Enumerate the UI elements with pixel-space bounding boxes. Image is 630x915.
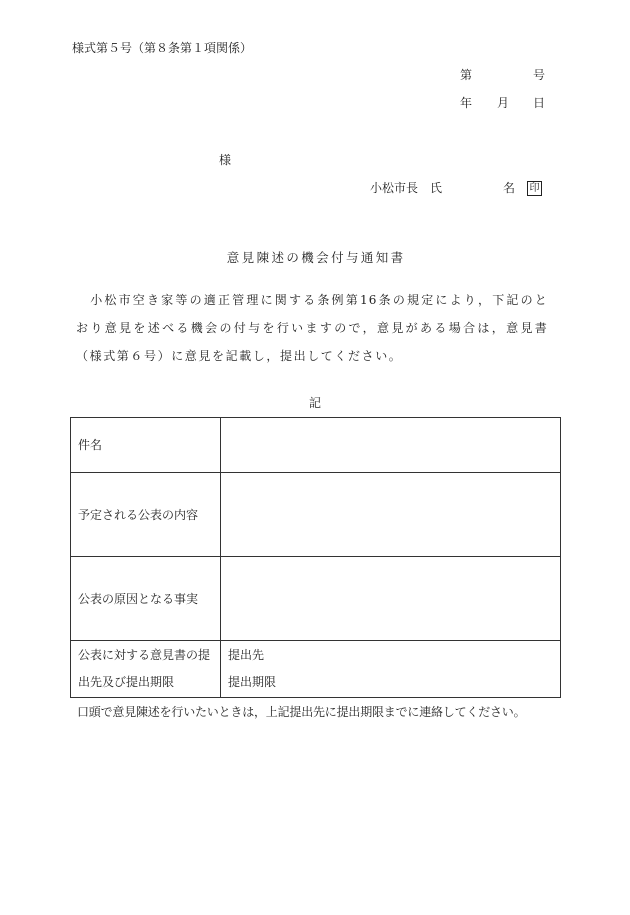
date-month: 月 bbox=[497, 96, 510, 110]
body-line-3: （様式第６号）に意見を記載し，提出してください。 bbox=[76, 349, 403, 363]
document-number-prefix: 第 bbox=[460, 68, 473, 82]
row-value-planned-content bbox=[221, 473, 561, 557]
row-label-submission-line-2: 出先及び提出期限 bbox=[78, 675, 175, 689]
table-row bbox=[71, 418, 561, 473]
detail-table bbox=[70, 417, 561, 698]
row-value-submission bbox=[221, 641, 561, 698]
date-year: 年 bbox=[460, 96, 473, 110]
submission-deadline-label: 提出期限 bbox=[228, 675, 277, 689]
row-label-subject: 件名 bbox=[71, 418, 221, 473]
row-label-facts: 公表の原因となる事実 bbox=[71, 557, 221, 641]
ki-heading: 記 bbox=[308, 396, 321, 410]
seal-mark: 印 bbox=[527, 181, 542, 196]
form-number: 様式第５号（第８条第１項関係） bbox=[72, 41, 253, 55]
row-label-submission-line-1: 公表に対する意見書の提 bbox=[78, 648, 211, 662]
row-value-facts bbox=[221, 557, 561, 641]
row-label-planned-content: 予定される公表の内容 bbox=[71, 473, 221, 557]
body-line-2: おり意見を述べる機会の付与を行いますので，意見がある場合は，意見書 bbox=[76, 321, 548, 335]
table-row bbox=[71, 557, 561, 641]
footnote: 口頭で意見陳述を行いたいときは，上記提出先に提出期限までに連絡してください。 bbox=[77, 705, 526, 719]
table-row bbox=[71, 641, 561, 698]
table-row bbox=[71, 473, 561, 557]
body-line-1: 小松市空き家等の適正管理に関する条例第16条の規定により，下記のと bbox=[76, 293, 548, 307]
date-day: 日 bbox=[533, 96, 546, 110]
sender-title: 小松市長 氏 bbox=[370, 181, 443, 195]
submission-destination-label: 提出先 bbox=[228, 648, 265, 662]
document-number-suffix: 号 bbox=[533, 68, 546, 82]
row-label-submission bbox=[71, 641, 221, 698]
addressee-honorific: 様 bbox=[219, 153, 232, 167]
document-title: 意見陳述の機会付与通知書 bbox=[226, 250, 406, 265]
row-value-subject bbox=[221, 418, 561, 473]
sender-name-suffix: 名 bbox=[503, 181, 516, 195]
